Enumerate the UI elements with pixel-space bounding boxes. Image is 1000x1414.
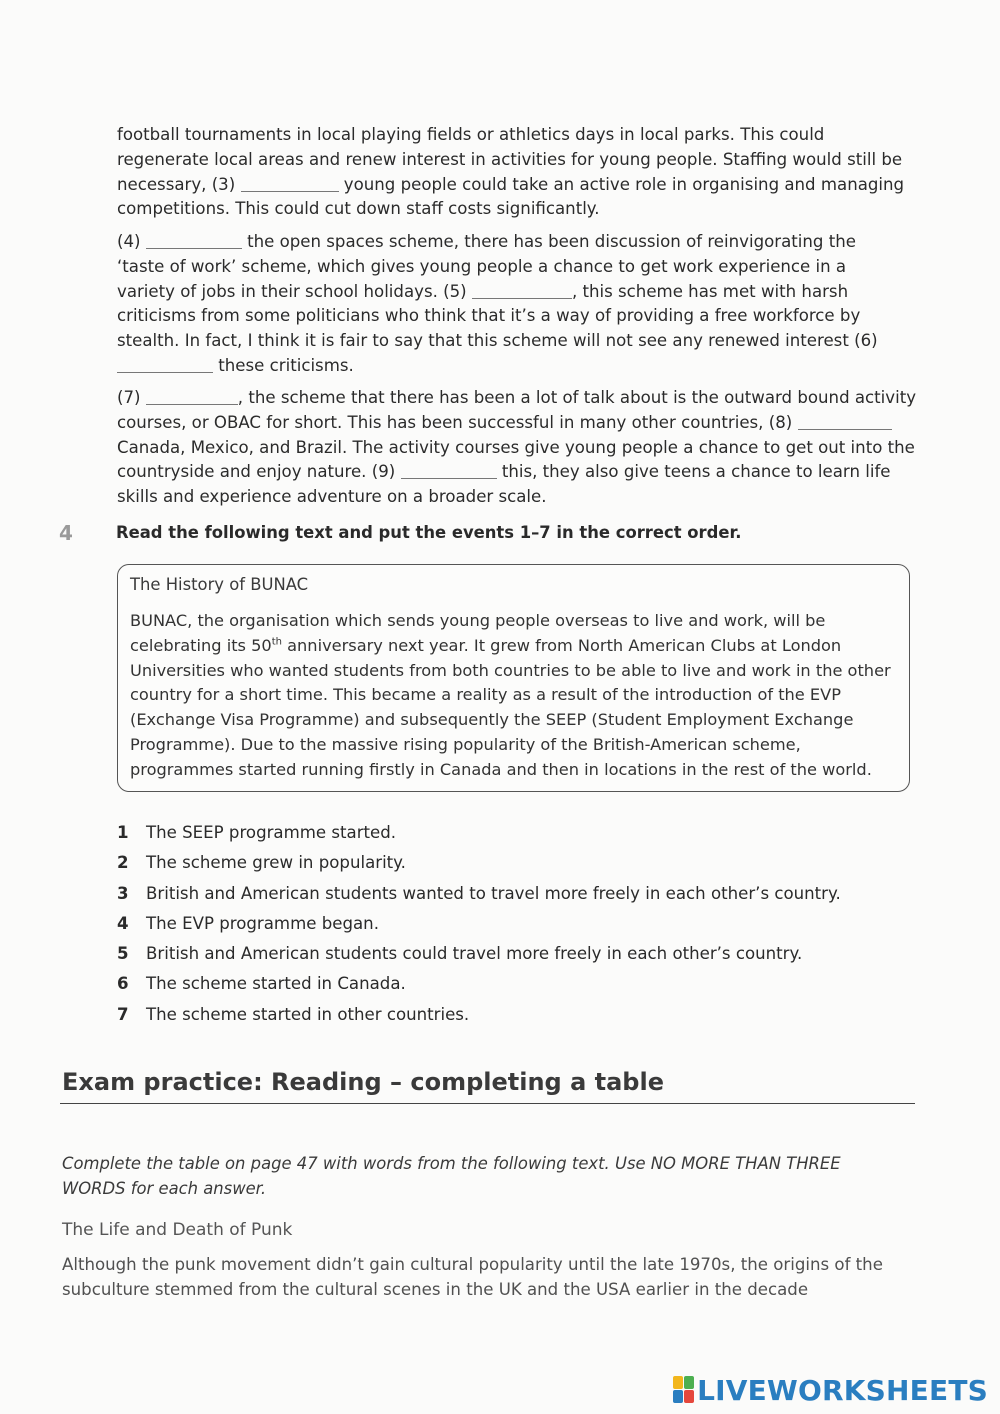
task-instruction: Read the following text and put the events 1–7 in the correct order. — [116, 523, 742, 542]
blank-6[interactable] — [117, 358, 213, 373]
list-item: 7 The scheme started in other countries. — [117, 1004, 470, 1024]
blank-5[interactable] — [472, 284, 572, 299]
paragraph-2: (4) the open spaces scheme, there has been discussion of reinvigorating the ‘taste of work’ scheme, which gives young people a chance to get work experience in a variety of jobs in their school holidays. (5) , this scheme has met with harsh criticisms from some politicians who think that it’s a way of providing a free workforce by stealth. In fact, I think it is fair to say that this scheme will not see any renewed interest (6) these criticisms. — [117, 232, 878, 375]
blank-7[interactable] — [146, 390, 238, 405]
box-title: The History of BUNAC — [130, 575, 309, 594]
logo-text: LIVEWORKSHEETS — [697, 1373, 988, 1407]
list-item: 3 British and American students wanted to travel more freely in each other’s country. — [117, 883, 841, 903]
list-item: 4 The EVP programme began. — [117, 913, 379, 933]
list-item: 6 The scheme started in Canada. — [117, 974, 406, 994]
box-text: BUNAC, the organisation which sends young people overseas to live and work, will be celebrating its 50th anniversary next year. It grew from North American Clubs at London Universities who wanted students from both countries to be able to live and work in the other country for a short time. This became a reality as a result of the introduction of the EVP (Exchange Visa Programme) and subsequently the SEEP (Student Employment Exchange Programme). Due to the massive rising popularity of the British-American scheme, programmes started running firstly in Canada and then in locations in the rest of the world. — [130, 611, 891, 779]
exam-instruction: Complete the table on page 47 with words from the following text. Use NO MORE THAN THREE WORDS for each answer. — [62, 1154, 841, 1198]
paragraph-1: football tournaments in local playing fields or athletics days in local parks. This could regenerate local areas and renew interest in activities for young people. Staffing would still be necessary, (3) young people could take an active role in organising and managing competitions. This could cut down staff costs significantly. — [117, 125, 905, 219]
logo-icon — [673, 1376, 695, 1404]
task-number: 4 — [59, 521, 73, 545]
list-item: 1 The SEEP programme started. — [117, 823, 397, 842]
blank-4[interactable] — [146, 234, 242, 249]
liveworksheets-logo[interactable] — [673, 1372, 988, 1408]
list-item: 5 British and American students could travel more freely in each other’s country. — [117, 944, 803, 964]
exam-text: Although the punk movement didn’t gain cultural popularity until the late 1970s, the origins of the subculture stemmed from the cultural scenes in the UK and the USA earlier in the decade — [62, 1255, 883, 1299]
section-title: Exam practice: Reading – completing a table — [62, 1068, 664, 1096]
section-divider — [60, 1103, 915, 1104]
blank-9[interactable] — [401, 464, 497, 479]
blank-8[interactable] — [798, 415, 892, 430]
blank-3[interactable] — [241, 177, 339, 192]
list-item: 2 The scheme grew in popularity. — [117, 853, 406, 873]
paragraph-3: (7) , the scheme that there has been a lot of talk about is the outward bound activity courses, or OBAC for short. This has been successful in many other countries, (8) Canada, Mexico, and Brazil. The activity courses give young people a chance to get out into the countryside and enjoy nature. (9) this, they also give teens a chance to learn life skills and experience adventure on a broader scale. — [117, 388, 917, 507]
events-list — [117, 820, 841, 1032]
text-title: The Life and Death of Punk — [62, 1220, 293, 1240]
